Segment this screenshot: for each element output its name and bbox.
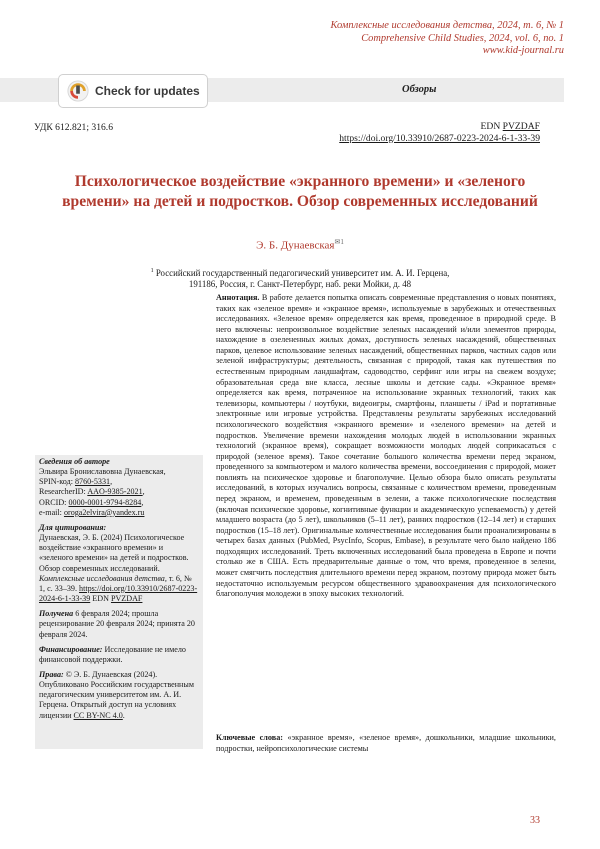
journal-header bbox=[204, 20, 564, 58]
rights-info bbox=[39, 670, 199, 721]
abstract bbox=[216, 293, 556, 600]
email-label: e-mail: bbox=[39, 507, 62, 517]
affiliation-line-2: 191186, Россия, г. Санкт-Петербург, наб. реки Мойки, д. 48 bbox=[188, 279, 412, 290]
keywords-label: Ключевые слова: bbox=[216, 733, 284, 742]
author-full-name: Эльвира Брониславовна Дунаевская, bbox=[39, 467, 166, 477]
dates-info bbox=[39, 609, 199, 639]
rights-label: Права: bbox=[39, 669, 64, 679]
author-mark[interactable]: ✉1 bbox=[334, 238, 344, 246]
received-label: Получена bbox=[39, 609, 74, 619]
researcher-label: ResearcherID: bbox=[39, 487, 86, 497]
orcid-link[interactable]: 0000-0001-9794-8284 bbox=[68, 497, 142, 507]
citation-info bbox=[39, 523, 199, 604]
funding-label: Финансирование: bbox=[39, 644, 103, 654]
funding-info bbox=[39, 645, 199, 665]
keywords bbox=[216, 733, 556, 754]
edn-doi-block bbox=[339, 121, 540, 144]
abstract-text: В работе делается попытка описать современные представления о новых понятиях, таких как «зеленое время» и «экранное время», используемые в зарубежных и отечественных исследованиях. «Зеленое время» определяется как время, проведенное в природной среде. В него включены: непроизвольное воздействие зеленых насаждений и/или элементов природы, нахождение в озелененных жилых домах, доступность зеленых насаждений, общественных парков, целевое использование зеленых насаждений, общественных парков, частных садов или зеленой инфраструктуры; деятельность, связанная с природой, такая как путешествия по естественным природным ландшафтам, садоводство, серфинг или игры на свежем воздухе; образовательная среда вне класса, лесные школы и детские сады. «Экранное время» определяется как время, потраченное на использование экранных технологий, таких как телевизоры, компьютеры / ноутбуки, видеоигры, смартфоны, планшеты / iPad и портативные электронные или игровые устройства. Представлены результаты зарубежных исследований психологического воздействия «экранного времени» и «зеленого времени» на детей и подростков. Увеличение времени нахождения молодых людей в использовании экранных технологий (экранное время), сокращает возможности молодых людей соприкасаться с природой (зеленое время). Такое сочетание большого количества времени перед экраном, проведенного за компьютером и малого количества времени, воссоединения с природой, может повлиять на психическое здоровье и благополучие. Целью обзора было описать результаты исследований, в которых изучались вопросы, связанные с количеством времени, проведенным перед экраном, и временем, проведенным в зелени, а также психологические последствия (включая психическое здоровье, когнитивные функции и академическую успеваемость) у детей младшего возраста (до 5 лет), школьников (5–11 лет), ранних подростков (12–14 лет) и старших подростков (15–18 лет). Оригинальные количественные исследования были проанализированы в четырех базах данных (PubMed, PsycInfo, Scopus, Embase), в результате чего было найдено 186 подходящих исследований. Треть включенных исследований была проведена в Европе и почти столько же в США. Есть предварительные данные о том, что время, проведенное в зелени, может смягчить последствия длительного времени перед экраном, поэтому природа может быть недостаточно используемым ресурсом общественного здравоохранения для психологического благополучия молодежи в эпоху высоких технологий. bbox=[216, 293, 556, 599]
journal-url[interactable]: www.kid-journal.ru bbox=[482, 45, 564, 57]
citation-volume: т. 6, № 1, с. 33–39. bbox=[39, 573, 192, 593]
orcid-label: ORCID: bbox=[39, 497, 67, 507]
edn-link[interactable]: PVZDAF bbox=[502, 121, 540, 132]
author-line bbox=[60, 238, 540, 252]
spin-link[interactable]: 8760-5331 bbox=[74, 477, 111, 487]
affiliation-mark: 1 bbox=[150, 268, 154, 274]
citation-journal: Комплексные исследования детства, bbox=[39, 573, 167, 583]
rubric-label: Обзоры bbox=[402, 84, 437, 95]
citation-edn-label: EDN bbox=[92, 594, 109, 604]
citation-doi-link[interactable]: https://doi.org/10.33910/2687-0223-2024-6-1-33-39 bbox=[39, 583, 198, 604]
doi-link[interactable]: https://doi.org/10.33910/2687-0223-2024-6-1-33-39 bbox=[339, 132, 540, 144]
email-link[interactable]: oroga2elvira@yandex.ru bbox=[63, 507, 145, 517]
citation-heading: Для цитирования: bbox=[39, 522, 107, 532]
license-link[interactable]: CC BY-NC 4.0 bbox=[73, 710, 123, 720]
affiliation bbox=[100, 266, 500, 290]
spin-label: SPIN-код: bbox=[39, 477, 73, 487]
page-number: 33 bbox=[530, 815, 540, 826]
researcher-link[interactable]: AAO-9385-2021 bbox=[87, 487, 143, 497]
citation-edn-link[interactable]: PVZDAF bbox=[110, 594, 143, 604]
article-info-sidebar bbox=[35, 455, 203, 749]
received-text: 6 февраля 2024; прошла рецензирование 20 февраля 2024; принята 20 февраля 2024. bbox=[39, 609, 195, 639]
author-info-heading: Сведения об авторе bbox=[39, 457, 110, 466]
journal-line-ru: Комплексные исследования детства, 2024, т. 6, № 1 bbox=[330, 20, 564, 31]
check-updates-icon bbox=[67, 80, 89, 102]
funding-text: Исследование не имело финансовой поддержки. bbox=[39, 644, 186, 664]
affiliation-line-1: Российский государственный педагогический университет им. А. И. Герцена, bbox=[155, 267, 450, 278]
rights-end: . bbox=[122, 710, 125, 720]
udk-code: УДК 612.821; 316.6 bbox=[34, 122, 113, 133]
citation-text: Дунаевская, Э. Б. (2024) Психологическое воздействие «экранного времени» и «зеленого времени» на детей и подростков. Обзор современных исследований. bbox=[39, 533, 189, 573]
check-updates-label: Check for updates bbox=[95, 84, 200, 98]
edn-label: EDN bbox=[480, 121, 501, 132]
rights-text: © Э. Б. Дунаевская (2024). Опубликовано Российским государственным педагогическим университетом им. А. И. Герцена. Открытый доступ на условиях лицензии bbox=[39, 669, 194, 720]
author-info: Сведения об авторе Эльвира Брониславовна Дунаевская, SPIN-код: 8760-5331, ResearcherID: AAO-9385-2021, ORCID: 0000-0001-9794-8284, e-mail: oroga2elvira@yandex.ru bbox=[39, 457, 199, 518]
check-for-updates-badge[interactable] bbox=[58, 74, 208, 108]
article-title: Психологическое воздействие «экранного времени» и «зеленого времени» на детей и подростков. Обзор современных исследований bbox=[62, 173, 538, 210]
author-name: Э. Б. Дунаевская bbox=[256, 239, 335, 252]
abstract-label: Аннотация. bbox=[216, 293, 260, 302]
journal-line-en: Comprehensive Child Studies, 2024, vol. 6, no. 1 bbox=[361, 32, 564, 44]
keywords-text: «экранное время», «зеленое время», дошкольники, младшие школьники, подростки, нейропсихологические системы bbox=[216, 733, 556, 753]
